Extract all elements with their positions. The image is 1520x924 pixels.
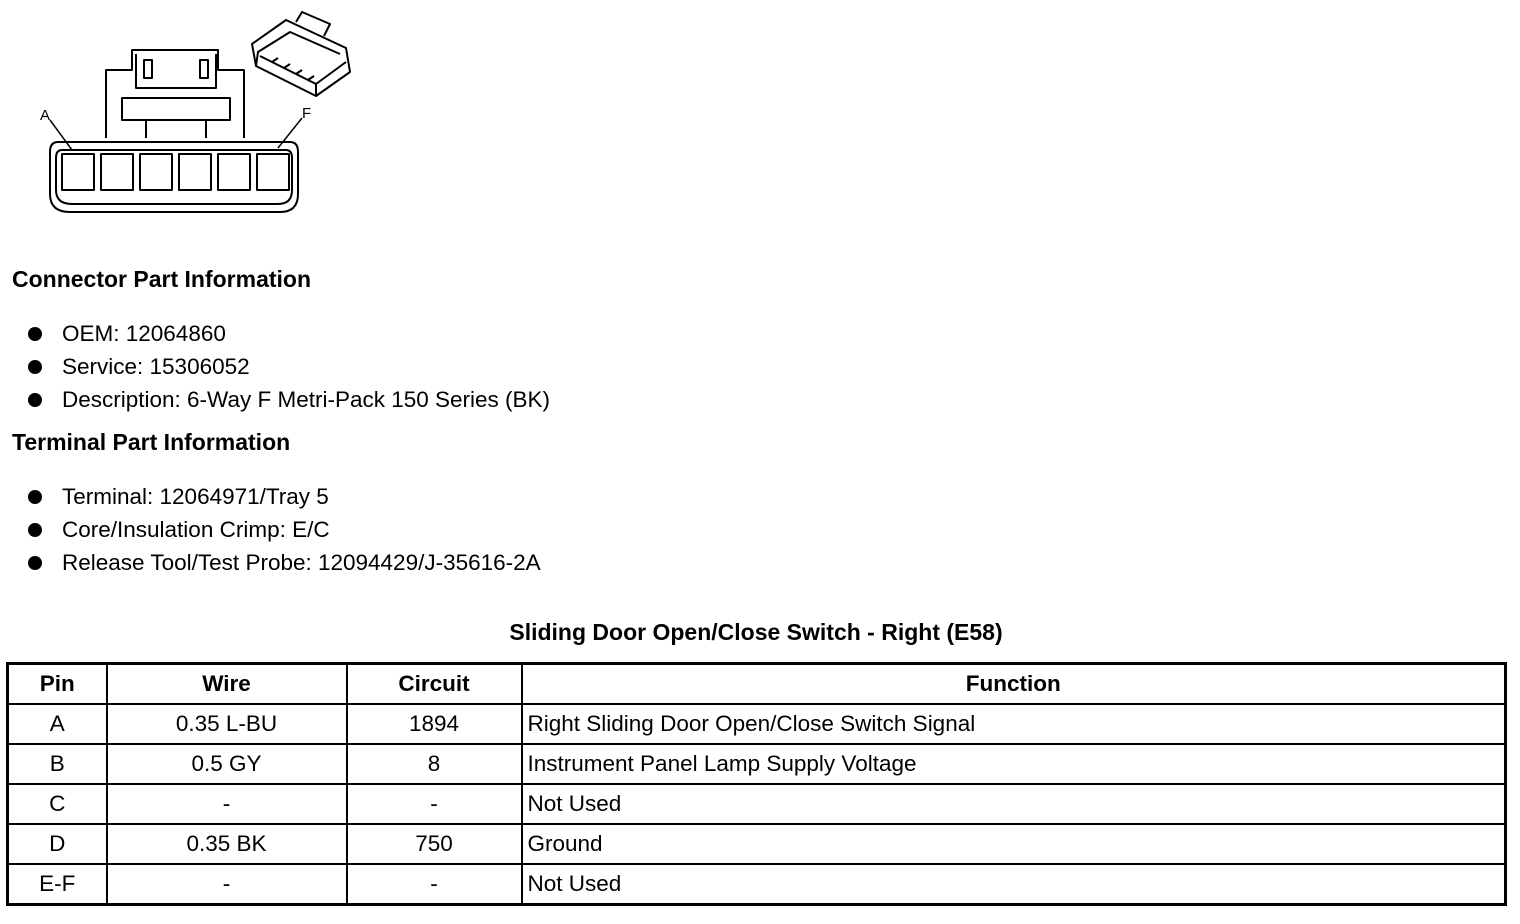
list-item (28, 350, 550, 383)
bullet-icon (28, 556, 42, 570)
cell-wire: 0.35 BK (107, 824, 347, 864)
pin-a-label: A (40, 107, 51, 124)
cell-pin: D (8, 824, 107, 864)
list-item (28, 480, 541, 513)
list-item (28, 546, 541, 579)
terminal-release-tool: Release Tool/Test Probe: 12094429/J-35616-2A (62, 550, 541, 575)
cell-pin: E-F (8, 864, 107, 905)
cell-circuit: - (347, 864, 522, 905)
cell-function: Right Sliding Door Open/Close Switch Signal (522, 704, 1506, 744)
terminal-info-heading: Terminal Part Information (12, 429, 291, 455)
cell-wire: 0.5 GY (107, 744, 347, 784)
table-row (8, 864, 1506, 905)
connector-oem: OEM: 12064860 (62, 321, 226, 346)
header-function: Function (522, 664, 1506, 705)
header-pin: Pin (8, 664, 107, 705)
connector-service: Service: 15306052 (62, 354, 250, 379)
cell-wire: - (107, 864, 347, 905)
connector-info-list (28, 317, 550, 416)
list-item (28, 383, 550, 416)
cell-circuit: 1894 (347, 704, 522, 744)
pin-a-leader-line (50, 120, 72, 150)
table-row (8, 744, 1506, 784)
cavity-a-icon (62, 154, 94, 190)
bullet-icon (28, 393, 42, 407)
header-circuit: Circuit (347, 664, 522, 705)
cell-function: Not Used (522, 784, 1506, 824)
connector-front-view-icon (50, 50, 298, 212)
table-row (8, 704, 1506, 744)
cell-pin: C (8, 784, 107, 824)
connector-info-heading: Connector Part Information (12, 266, 312, 292)
bullet-icon (28, 523, 42, 537)
connector-3d-view-icon (252, 12, 350, 96)
table-row (8, 784, 1506, 824)
pin-f-label: F (302, 105, 312, 122)
cell-pin: B (8, 744, 107, 784)
list-item (28, 317, 550, 350)
cell-wire: - (107, 784, 347, 824)
cavity-d-icon (179, 154, 211, 190)
connector-illustration (40, 8, 370, 220)
list-item (28, 513, 541, 546)
bullet-icon (28, 327, 42, 341)
terminal-info-list (28, 480, 541, 579)
cell-function: Ground (522, 824, 1506, 864)
cell-function: Not Used (522, 864, 1506, 905)
cell-circuit: - (347, 784, 522, 824)
connector-description: Description: 6-Way F Metri-Pack 150 Series (BK) (62, 387, 551, 412)
cell-circuit: 8 (347, 744, 522, 784)
terminal-crimp: Core/Insulation Crimp: E/C (62, 517, 330, 542)
bullet-icon (28, 360, 42, 374)
cavity-c-icon (140, 154, 172, 190)
cell-function: Instrument Panel Lamp Supply Voltage (522, 744, 1506, 784)
cell-pin: A (8, 704, 107, 744)
cavity-b-icon (101, 154, 133, 190)
terminal-number: Terminal: 12064971/Tray 5 (62, 484, 329, 509)
cell-circuit: 750 (347, 824, 522, 864)
bullet-icon (28, 490, 42, 504)
cavity-e-icon (218, 154, 250, 190)
pin-f-leader-line (278, 118, 302, 148)
pinout-table (6, 662, 1507, 906)
header-wire: Wire (107, 664, 347, 705)
table-row (8, 824, 1506, 864)
table-title: Sliding Door Open/Close Switch - Right (E58) (509, 619, 1003, 645)
table-header-row (8, 664, 1506, 705)
cell-wire: 0.35 L-BU (107, 704, 347, 744)
cavity-f-icon (257, 154, 289, 190)
